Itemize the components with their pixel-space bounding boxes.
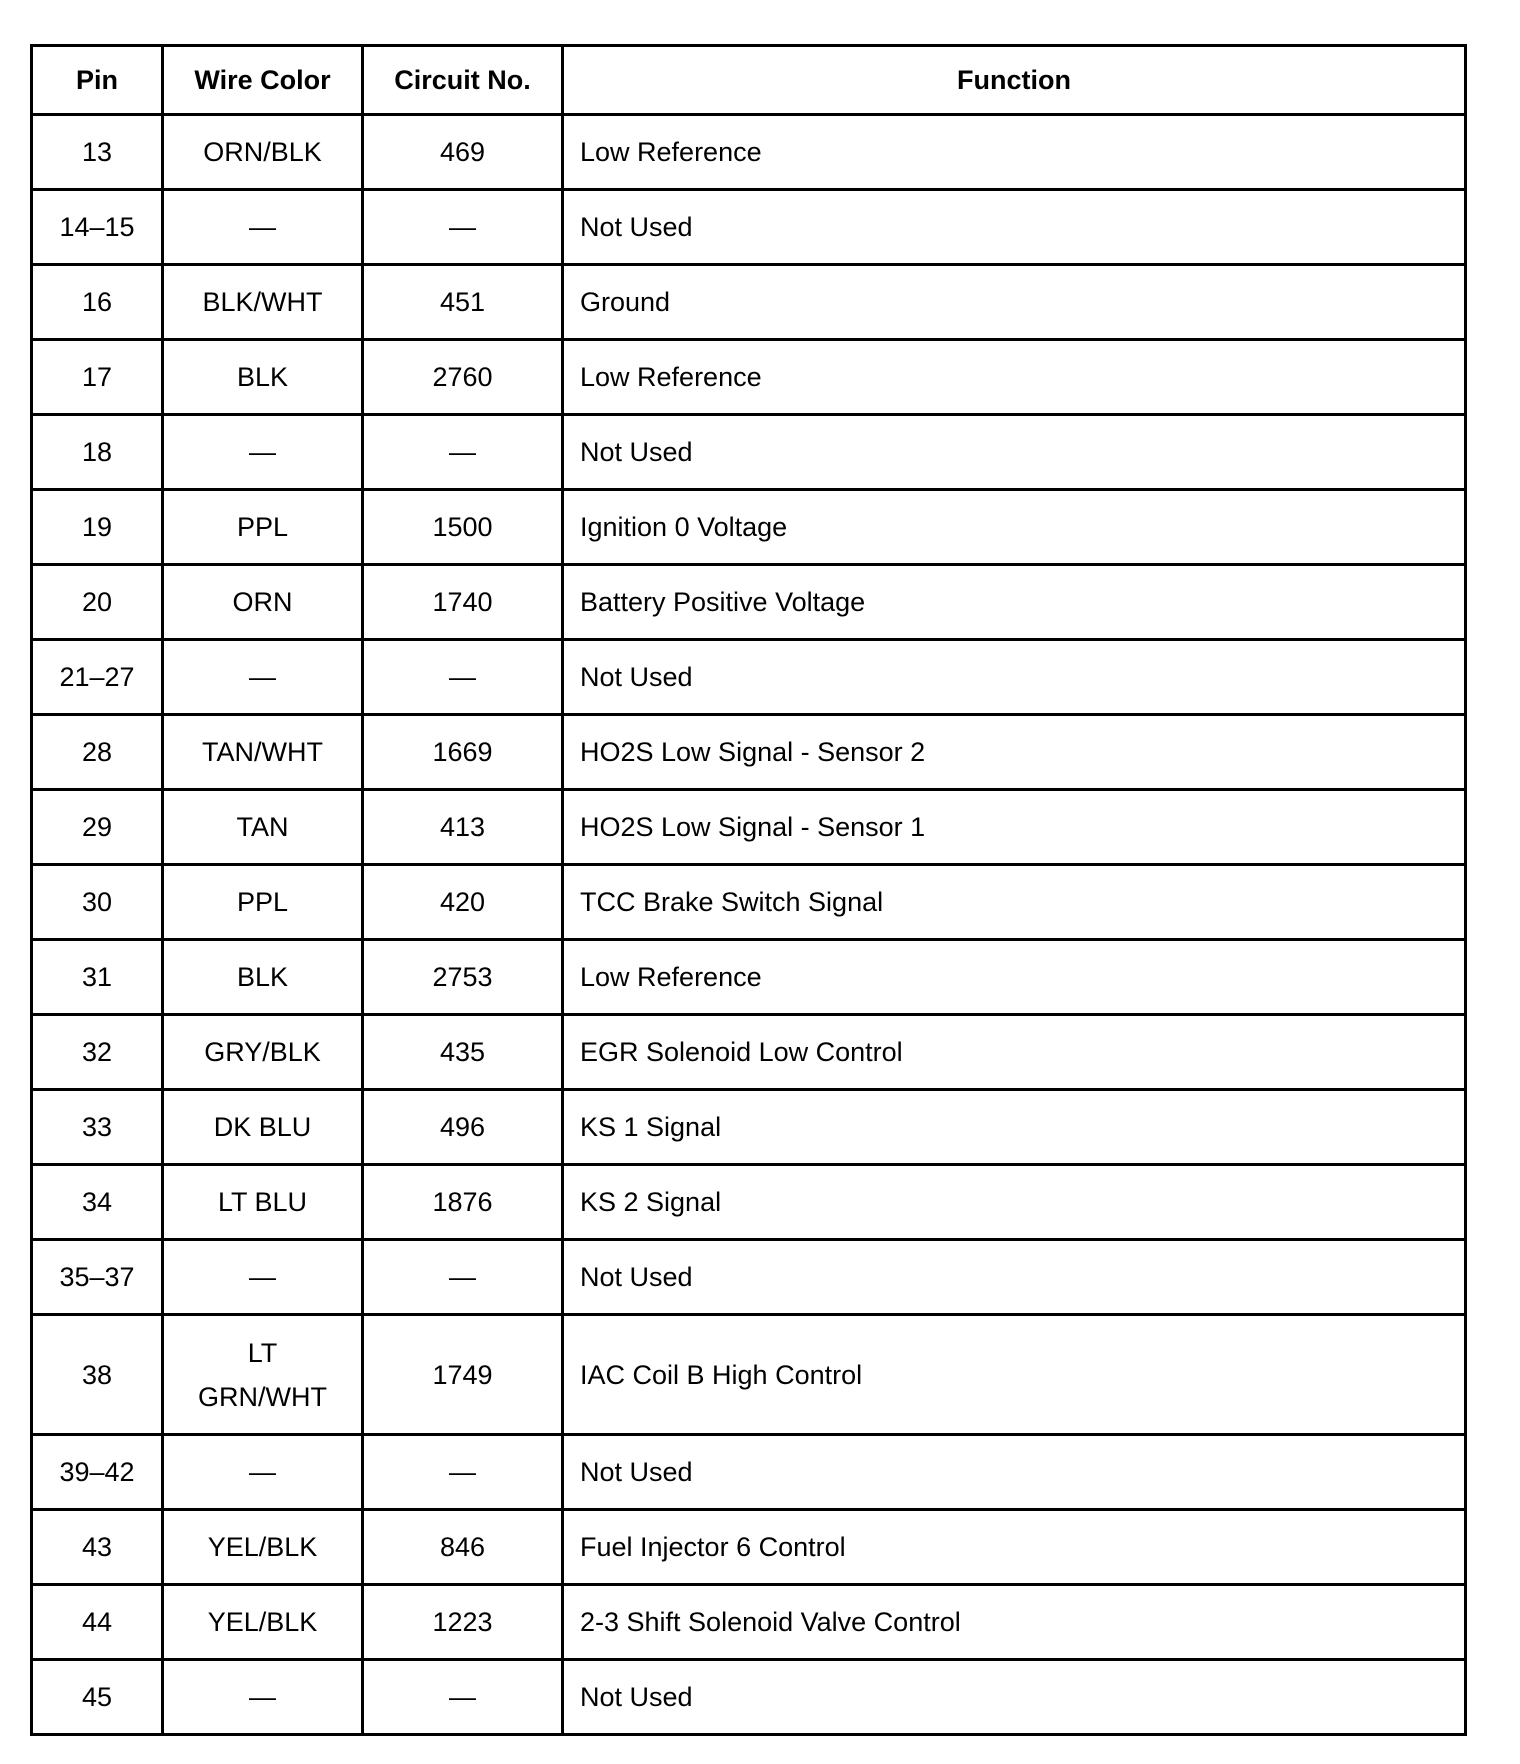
function-cell: Not Used [563, 190, 1466, 265]
circuit-no-cell: 451 [363, 265, 563, 340]
circuit-no-cell: 1223 [363, 1585, 563, 1660]
wire-color-cell: TAN [163, 790, 363, 865]
wire-color-cell: LT BLU [163, 1165, 363, 1240]
pin-cell: 44 [32, 1585, 163, 1660]
table-row [32, 640, 1466, 715]
function-cell: TCC Brake Switch Signal [563, 865, 1466, 940]
pin-cell: 38 [32, 1315, 163, 1435]
pin-cell: 20 [32, 565, 163, 640]
function-cell: Not Used [563, 415, 1466, 490]
circuit-no-cell: 420 [363, 865, 563, 940]
table-row [32, 1240, 1466, 1315]
wire-color-cell: PPL [163, 490, 363, 565]
wire-color-cell: BLK [163, 340, 363, 415]
table-row [32, 415, 1466, 490]
circuit-no-cell: 2760 [363, 340, 563, 415]
circuit-no-cell: 413 [363, 790, 563, 865]
pin-cell: 35–37 [32, 1240, 163, 1315]
wire-color-cell: — [163, 415, 363, 490]
function-cell: Not Used [563, 1240, 1466, 1315]
header-function: Function [563, 46, 1466, 115]
wire-color-cell: BLK [163, 940, 363, 1015]
circuit-no-cell: 469 [363, 115, 563, 190]
table-row [32, 940, 1466, 1015]
table-row [32, 1015, 1466, 1090]
wire-color-cell: TAN/WHT [163, 715, 363, 790]
table-row [32, 565, 1466, 640]
pin-cell: 21–27 [32, 640, 163, 715]
table-row [32, 490, 1466, 565]
function-cell: Battery Positive Voltage [563, 565, 1466, 640]
pin-cell: 16 [32, 265, 163, 340]
header-pin: Pin [32, 46, 163, 115]
table-row [32, 790, 1466, 865]
circuit-no-cell: — [363, 1660, 563, 1735]
circuit-no-cell: — [363, 1240, 563, 1315]
circuit-no-cell: 1669 [363, 715, 563, 790]
function-cell: Not Used [563, 1435, 1466, 1510]
table-row [32, 1435, 1466, 1510]
wire-color-cell: — [163, 1240, 363, 1315]
table-row [32, 340, 1466, 415]
pin-cell: 31 [32, 940, 163, 1015]
wire-color-cell: GRY/BLK [163, 1015, 363, 1090]
function-cell: EGR Solenoid Low Control [563, 1015, 1466, 1090]
pin-cell: 30 [32, 865, 163, 940]
pin-cell: 34 [32, 1165, 163, 1240]
header-wire-color: Wire Color [163, 46, 363, 115]
pin-cell: 45 [32, 1660, 163, 1735]
circuit-no-cell: 435 [363, 1015, 563, 1090]
function-cell: Low Reference [563, 940, 1466, 1015]
pin-cell: 18 [32, 415, 163, 490]
function-cell: Low Reference [563, 115, 1466, 190]
function-cell: Not Used [563, 1660, 1466, 1735]
function-cell: Low Reference [563, 340, 1466, 415]
wire-color-cell: — [163, 190, 363, 265]
table-row [32, 115, 1466, 190]
circuit-no-cell: — [363, 190, 563, 265]
pin-cell: 33 [32, 1090, 163, 1165]
pin-cell: 28 [32, 715, 163, 790]
table-row [32, 1090, 1466, 1165]
circuit-no-cell: 496 [363, 1090, 563, 1165]
function-cell: HO2S Low Signal - Sensor 1 [563, 790, 1466, 865]
circuit-no-cell: 1749 [363, 1315, 563, 1435]
pin-cell: 17 [32, 340, 163, 415]
pin-function-table [30, 44, 1467, 1736]
wire-color-cell: YEL/BLK [163, 1585, 363, 1660]
table-header [32, 46, 1466, 115]
wire-color-cell: — [163, 640, 363, 715]
circuit-no-cell: — [363, 415, 563, 490]
header-circuit-no: Circuit No. [363, 46, 563, 115]
pin-cell: 43 [32, 1510, 163, 1585]
wire-color-line: LT [247, 1337, 278, 1368]
wire-color-cell: PPL [163, 865, 363, 940]
function-cell: HO2S Low Signal - Sensor 2 [563, 715, 1466, 790]
pin-cell: 14–15 [32, 190, 163, 265]
circuit-no-cell: — [363, 640, 563, 715]
pin-cell: 13 [32, 115, 163, 190]
wire-color-cell: ORN/BLK [163, 115, 363, 190]
table-row [32, 865, 1466, 940]
circuit-no-cell: 846 [363, 1510, 563, 1585]
circuit-no-cell: — [363, 1435, 563, 1510]
table-row [32, 265, 1466, 340]
table-row [32, 1510, 1466, 1585]
function-cell: Fuel Injector 6 Control [563, 1510, 1466, 1585]
wire-color-cell: — [163, 1660, 363, 1735]
function-cell: Ground [563, 265, 1466, 340]
wire-color-cell: ORN [163, 565, 363, 640]
table-row [32, 1660, 1466, 1735]
wire-color-line: GRN/WHT [198, 1381, 327, 1412]
function-cell: KS 1 Signal [563, 1090, 1466, 1165]
circuit-no-cell: 2753 [363, 940, 563, 1015]
wire-color-cell: BLK/WHT [163, 265, 363, 340]
table-row [32, 190, 1466, 265]
table-row [32, 1165, 1466, 1240]
circuit-no-cell: 1876 [363, 1165, 563, 1240]
pin-cell: 39–42 [32, 1435, 163, 1510]
wire-color-cell [163, 1315, 363, 1435]
circuit-no-cell: 1500 [363, 490, 563, 565]
table-row [32, 1315, 1466, 1435]
pin-cell: 32 [32, 1015, 163, 1090]
pin-cell: 29 [32, 790, 163, 865]
function-cell: KS 2 Signal [563, 1165, 1466, 1240]
circuit-no-cell: 1740 [363, 565, 563, 640]
function-cell: IAC Coil B High Control [563, 1315, 1466, 1435]
function-cell: Not Used [563, 640, 1466, 715]
table-row [32, 715, 1466, 790]
header-row [32, 46, 1466, 115]
table-row [32, 1585, 1466, 1660]
wire-color-cell: DK BLU [163, 1090, 363, 1165]
function-cell: Ignition 0 Voltage [563, 490, 1466, 565]
wire-color-cell: — [163, 1435, 363, 1510]
pin-cell: 19 [32, 490, 163, 565]
table-body [32, 115, 1466, 1735]
wire-color-cell: YEL/BLK [163, 1510, 363, 1585]
function-cell: 2-3 Shift Solenoid Valve Control [563, 1585, 1466, 1660]
